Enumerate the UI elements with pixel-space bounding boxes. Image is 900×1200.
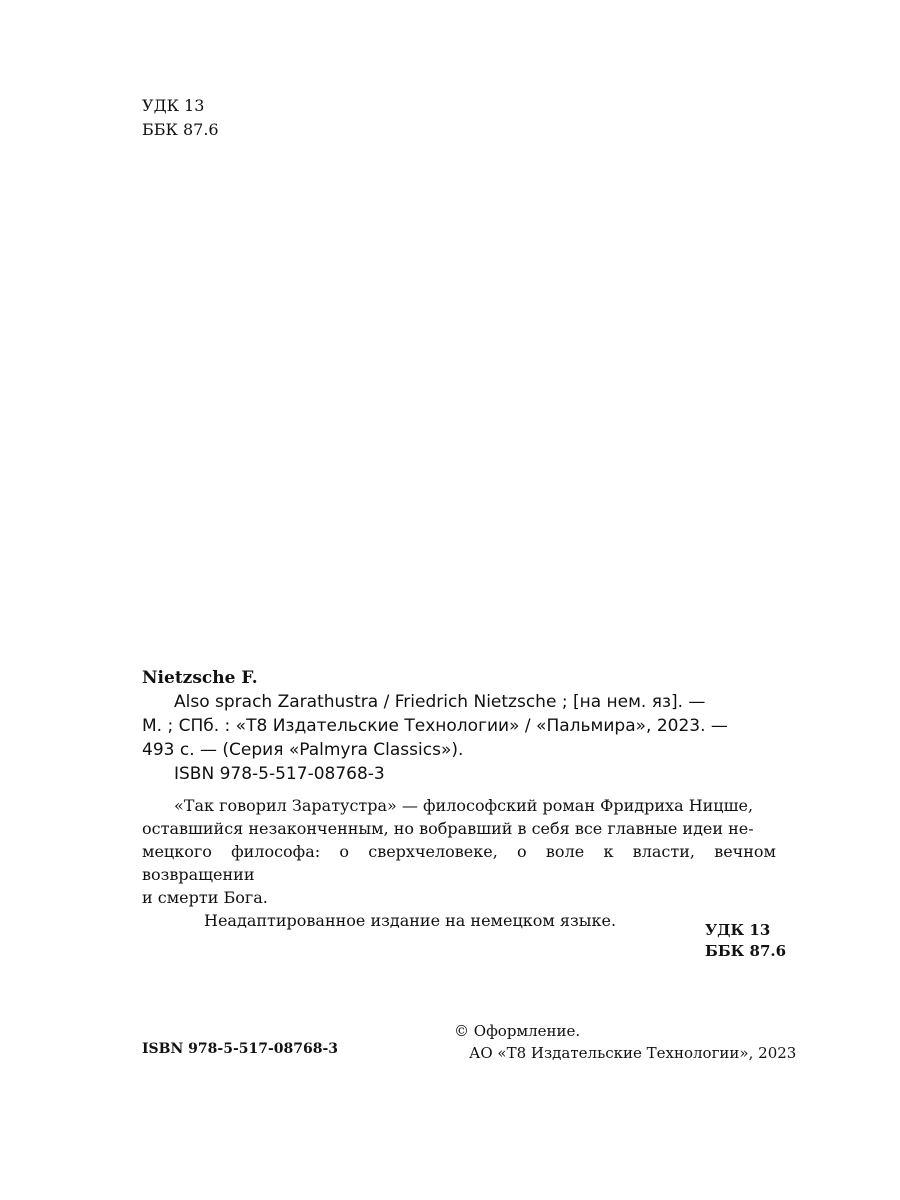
title-line-1: Also sprach Zarathustra / Friedrich Nietzsche ; [на нем. яз]. — [174, 692, 706, 712]
copyright-line-2: АО «Т8 Издательские Технологии», 2023 [469, 1044, 797, 1062]
title-line-2: М. ; СПб. : «Т8 Издательские Технологии» / «Пальмира», 2023. — [142, 716, 728, 736]
abstract [142, 794, 776, 909]
copyright-notice [454, 1020, 796, 1064]
bbk-code: ББК 87.6 [142, 120, 219, 139]
bibliographic-record [142, 666, 776, 932]
bottom-classification-codes [705, 920, 786, 962]
author-heading: Nietzsche F. [142, 668, 258, 688]
abstract-line-3: мецкого философа: о сверхчеловеке, о воле к власти, вечном возвращении [142, 842, 776, 884]
top-classification-codes [142, 94, 219, 142]
udk-code: УДК 13 [142, 96, 205, 115]
title-line-3: 493 с. — (Серия «Palmyra Classics»). [142, 740, 464, 760]
bbk-code-bottom: ББК 87.6 [705, 942, 787, 960]
abstract-line-4: и смерти Бога. [142, 888, 268, 907]
title-line [142, 690, 776, 714]
copyright-line-1: © Оформление. [454, 1022, 581, 1040]
udk-code-bottom: УДК 13 [705, 921, 771, 939]
edition-note: Неадаптированное издание на немецком языке. [204, 911, 617, 930]
isbn-bottom: ISBN 978-5-517-08768-3 [142, 1041, 339, 1057]
abstract-line-1: «Так говорил Заратустра» — философский роман Фридриха Ницше, [174, 796, 754, 815]
isbn-line: ISBN 978-5-517-08768-3 [174, 764, 385, 784]
abstract-line-2: оставшийся незаконченным, но вобравший в себя все главные идеи не- [142, 819, 754, 838]
